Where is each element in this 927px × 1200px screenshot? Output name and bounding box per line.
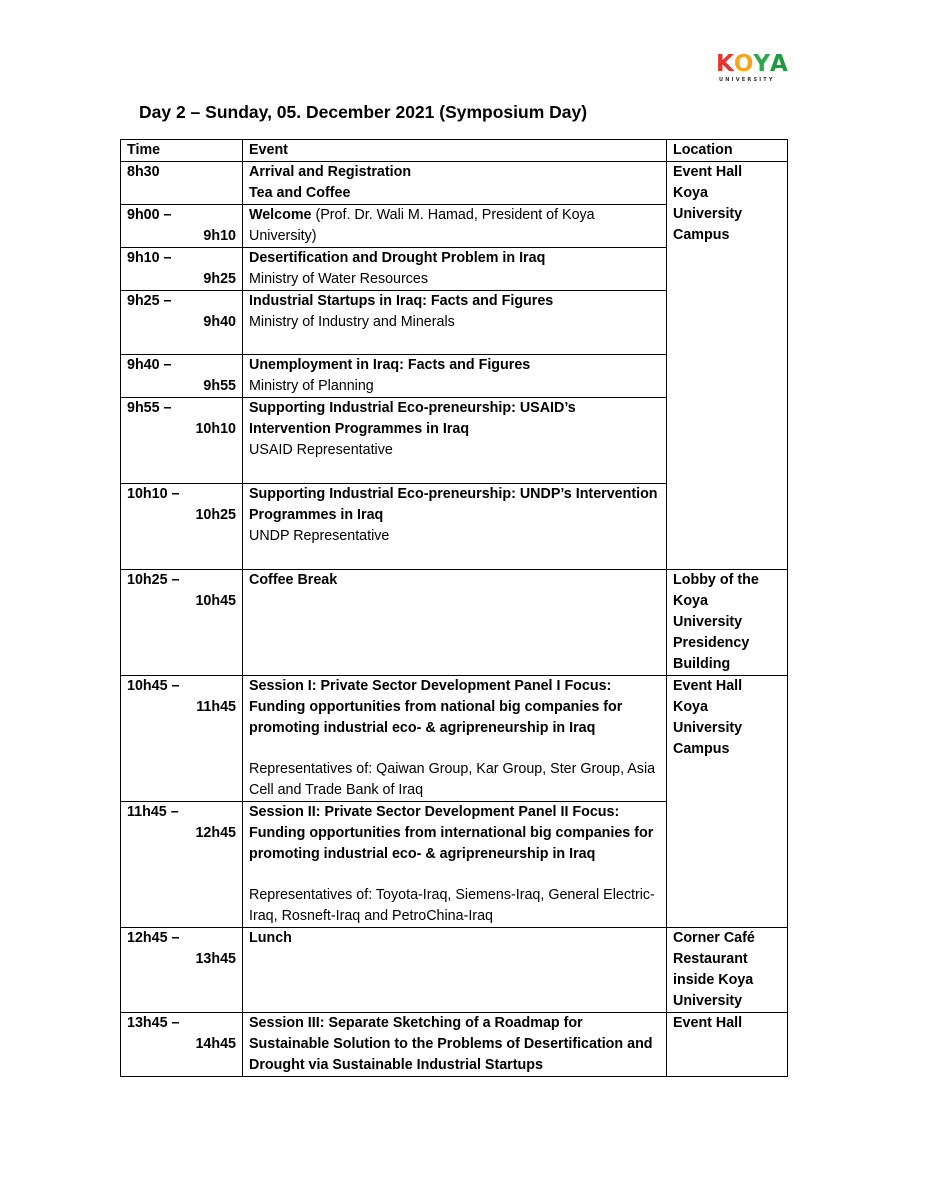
time-cell: [121, 676, 243, 802]
event-detail: Ministry of Industry and Minerals: [249, 314, 455, 330]
event-detail: Ministry of Water Resources: [249, 271, 429, 287]
table-row: [121, 676, 788, 802]
header-event: Event: [243, 140, 667, 162]
event-cell: [243, 355, 667, 398]
time-start: 13h45 –: [127, 1015, 180, 1031]
location-line: Event Hall: [673, 678, 743, 694]
event-title: Welcome: [249, 207, 312, 223]
event-title: Supporting Industrial Eco-preneurship: UNDP’s Intervention Programmes in Iraq: [249, 486, 658, 523]
time-cell: [121, 802, 243, 928]
event-cell: [243, 291, 667, 355]
location-line: Campus: [673, 741, 730, 757]
event-cell: [243, 162, 667, 205]
location-cell: [667, 676, 788, 928]
schedule-table: [120, 139, 788, 1077]
event-cell: [243, 248, 667, 291]
location-cell: [667, 162, 788, 570]
header-location: Location: [667, 140, 788, 162]
time-start: 10h45 –: [127, 678, 180, 694]
time-start: 8h30: [127, 164, 160, 180]
location-line: Koya: [673, 185, 708, 201]
location-line: Event Hall: [673, 164, 743, 180]
event-title: Tea and Coffee: [249, 185, 351, 201]
event-title: Session I: Private Sector Development Panel I Focus: Funding opportunities from national big companies for promoting industrial eco- & agripreneurship in Iraq: [249, 678, 623, 736]
time-cell: [121, 570, 243, 676]
location-line: Event Hall: [673, 1015, 743, 1031]
time-cell: [121, 484, 243, 570]
location-line: Corner Café: [673, 930, 755, 946]
event-cell: [243, 676, 667, 802]
table-row: [121, 1013, 788, 1077]
logo-letters: [716, 52, 786, 76]
time-end: 13h45: [195, 951, 236, 967]
time-cell: [121, 355, 243, 398]
event-title: Session III: Separate Sketching of a Roadmap for Sustainable Solution to the Problems of Desertification and Drought via Sustainable Industrial Startups: [249, 1015, 653, 1073]
table-header-row: [121, 140, 788, 162]
koya-university-logo: [716, 52, 786, 86]
event-detail: Representatives of: Qaiwan Group, Kar Group, Ster Group, Asia Cell and Trade Bank of Iraq: [249, 761, 656, 798]
time-cell: [121, 162, 243, 205]
time-start: 9h40 –: [127, 357, 172, 373]
location-line: University: [673, 720, 743, 736]
location-line: inside Koya: [673, 972, 754, 988]
event-cell: [243, 1013, 667, 1077]
time-end: 9h25: [203, 271, 236, 287]
header-time: Time: [121, 140, 243, 162]
time-end: 12h45: [195, 825, 236, 841]
location-line: Building: [673, 656, 731, 672]
location-line: University: [673, 993, 743, 1009]
event-title: Supporting Industrial Eco-preneurship: USAID’s Intervention Programmes in Iraq: [249, 400, 576, 437]
time-end: 10h25: [195, 507, 236, 523]
table-row: [121, 928, 788, 1013]
event-detail: Representatives of: Toyota-Iraq, Siemens-Iraq, General Electric-Iraq, Rosneft-Iraq and PetroChina-Iraq: [249, 887, 655, 924]
table-row: [121, 570, 788, 676]
location-cell: [667, 570, 788, 676]
event-title: Desertification and Drought Problem in Iraq: [249, 250, 546, 266]
time-start: 10h25 –: [127, 572, 180, 588]
event-cell: [243, 484, 667, 570]
logo-letter: K: [716, 51, 734, 77]
logo-subtitle: UNIVERSITY: [719, 77, 775, 83]
time-start: 9h55 –: [127, 400, 172, 416]
time-start: 9h25 –: [127, 293, 172, 309]
time-end: 9h55: [203, 378, 236, 394]
location-line: Koya: [673, 699, 708, 715]
page-title: Day 2 – Sunday, 05. December 2021 (Symposium Day): [139, 102, 588, 122]
event-cell: [243, 928, 667, 1013]
event-cell: [243, 570, 667, 676]
time-end: 10h10: [195, 421, 236, 437]
time-start: 12h45 –: [127, 930, 180, 946]
time-cell: [121, 205, 243, 248]
time-end: 10h45: [195, 593, 236, 609]
logo-letter: A: [770, 51, 788, 77]
location-line: Presidency: [673, 635, 750, 651]
time-start: 9h10 –: [127, 250, 172, 266]
logo-letter: O: [733, 51, 754, 77]
event-cell: [243, 398, 667, 484]
location-line: University: [673, 614, 743, 630]
event-title: Unemployment in Iraq: Facts and Figures: [249, 357, 531, 373]
time-cell: [121, 398, 243, 484]
time-cell: [121, 291, 243, 355]
location-line: Campus: [673, 227, 730, 243]
event-title: Arrival and Registration: [249, 164, 412, 180]
logo-letter: Y: [753, 51, 771, 77]
location-line: Koya: [673, 593, 708, 609]
location-cell: [667, 928, 788, 1013]
location-line: Restaurant: [673, 951, 748, 967]
event-detail: USAID Representative: [249, 442, 393, 458]
time-end: 14h45: [195, 1036, 236, 1052]
event-title: Lunch: [249, 930, 292, 946]
event-title: Coffee Break: [249, 572, 338, 588]
event-detail: (Prof. Dr. Wali M. Hamad, President of Koya University): [249, 207, 595, 244]
time-start: 9h00 –: [127, 207, 172, 223]
event-detail: Ministry of Planning: [249, 378, 374, 394]
time-end: 11h45: [196, 699, 236, 715]
location-line: University: [673, 206, 743, 222]
location-line: Lobby of the: [673, 572, 759, 588]
time-end: 9h40: [203, 314, 236, 330]
time-cell: [121, 1013, 243, 1077]
event-title: Session II: Private Sector Development Panel II Focus: Funding opportunities from international big companies for promoting industrial eco- & agripreneurship in Iraq: [249, 804, 654, 862]
time-end: 9h10: [203, 228, 236, 244]
event-detail: UNDP Representative: [249, 528, 390, 544]
event-cell: [243, 802, 667, 928]
event-title: Industrial Startups in Iraq: Facts and Figures: [249, 293, 554, 309]
time-cell: [121, 928, 243, 1013]
time-start: 10h10 –: [127, 486, 180, 502]
time-cell: [121, 248, 243, 291]
location-cell: [667, 1013, 788, 1077]
event-cell: [243, 205, 667, 248]
table-row: [121, 162, 788, 205]
time-start: 11h45 –: [127, 804, 179, 820]
